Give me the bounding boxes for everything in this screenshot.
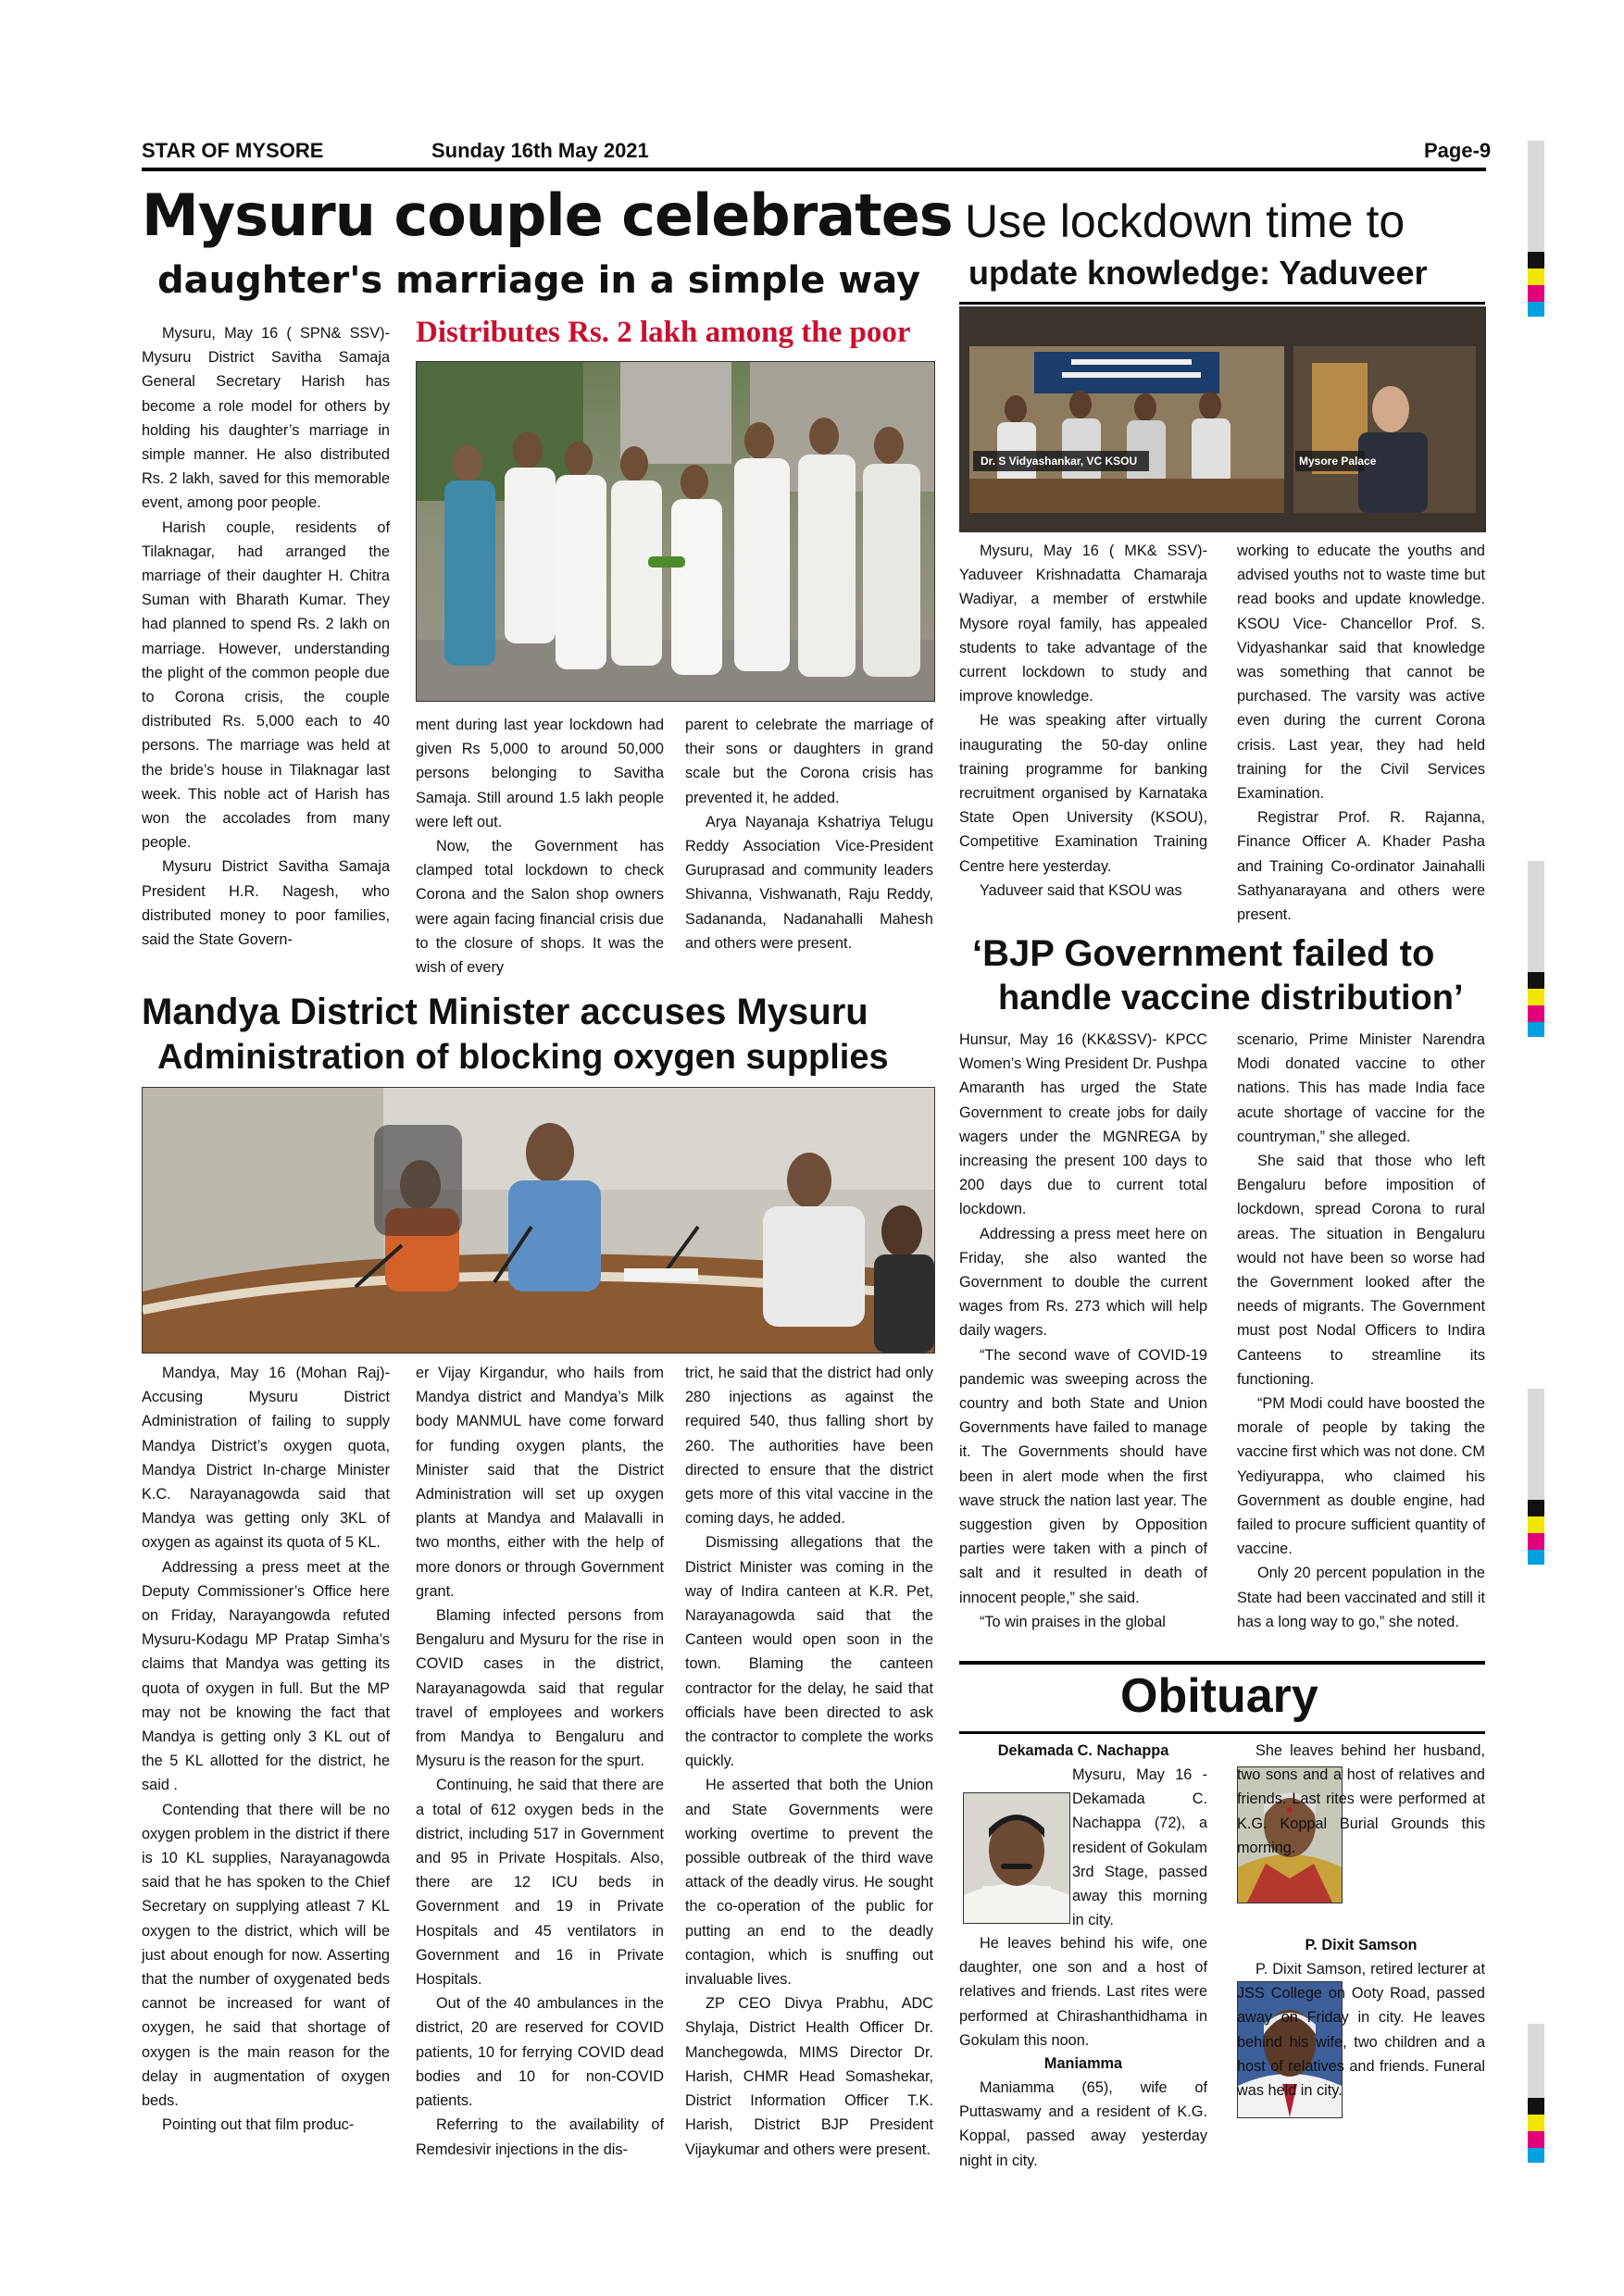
- registration-bar-top: [1528, 141, 1544, 317]
- story3-column-1: Hunsur, May 16 (KK&SSV)- KPCC Women’s Wing President Dr. Pushpa Amaranth has urged the State Government to create jobs for daily wagers under the MGNREGA by increasing the present 100 days to 200 days due to current total lockdown. Addressing a press meet here on Friday, she also wanted the Government to double the current wages from Rs. 273 which will help daily wagers. “The second wave of COVID-19 pandemic was sweeping across the country and both State and Union Governments have failed to manage it. The Governments should have been in alert mode when the first wave struck the nation last year. The suggestion given by Opposition parties were taken with a pinch of salt and it resulted in death of innocent people,” she said. “To win praises in the global: [959, 1031, 1207, 1630]
- obituary-text-samson: P. Dixit Samson, retired lecturer at JSS College on Ooty Road, passed away on Friday in city. He leaves behind his wife, two children and a host of relatives and friends. Funeral was held in city.: [1237, 1961, 1485, 2100]
- story1-kicker: Distributes Rs. 2 lakh among the poor: [416, 316, 911, 349]
- masthead-page-number: Page-9: [1424, 139, 1492, 162]
- story3-column-2: scenario, Prime Minister Narendra Modi donated vaccine to other nations. This has made India face acute shortage of vaccine for the countryman,” she alleged. She said that those who left Bengaluru before imposition of lockdown, spread Corona to rural areas. The situation in Bengaluru would not have been so worse had the Government looked after the needs of migrants. The Government must post Nodal Officers to Indira Canteens to streamline its functioning. “PM Modi could have boosted the morale of people by taking the vaccine first which was not done. CM Yediyurappa, who claimed his Government as double engine, had failed to procure sufficient quantity of vaccine. Only 20 percent population in the State had been vaccinated and still it has a long way to go,” she noted.: [1237, 1031, 1485, 1630]
- story2-subheadline: update knowledge: Yaduveer: [968, 254, 1428, 292]
- story2-top-rule: [959, 302, 1485, 305]
- wedding-group-photo: [416, 361, 935, 702]
- obituary-title-rule: [959, 1731, 1485, 1734]
- story1-headline: Mysuru couple celebrates: [142, 181, 953, 249]
- obituary-text-nachappa-b: He leaves behind his wife, one daughter, one son and a host of relatives and friends. Last rites were performed at Chirashanthidhama in Gokulam this noon.: [959, 1935, 1207, 2049]
- story3-headline: ‘BJP Government failed to: [972, 933, 1435, 974]
- story1-column-2: ment during last year lockdown had given Rs 5,000 to around 50,000 persons belonging to Savitha Samaja. Still around 1.5 lakh people were left out. Now, the Government has clamped total lockdown to check Corona and the Salon shop owners were again facing financial crisis due to the closure of shops. It was the wish of every: [416, 717, 664, 977]
- story1-column-3: parent to celebrate the marriage of their sons or daughters in grand scale but the Corona crisis has prevented it, he added. Arya Nayanaja Kshatriya Telugu Reddy Association Vice-President Guruprasad and community leaders Shivanna, Vishwanath, Raju Reddy, Sadananda, Nadanahalli Mahesh and others were present.: [685, 717, 933, 952]
- obituary-text-nachappa: Mysuru, May 16 - Dekamada C. Nachappa (72), a resident of Gokulam 3rd Stage, passed away this morning in city.: [1072, 1766, 1207, 1929]
- obituary-name-maniamma: Maniamma: [1043, 2055, 1123, 2072]
- obituary-text-maniamma-cont: She leaves behind her husband, two sons and a host of relatives and friends. Last rites were performed at K.G. Koppal Burial Grounds this morning.: [1237, 1742, 1485, 1856]
- registration-bar-middle: [1528, 861, 1544, 1037]
- story3-subheadline: handle vaccine distribution’: [998, 979, 1464, 1017]
- story1-subheadline: daughter's marriage in a simple way: [157, 259, 921, 302]
- obituary-top-rule: [959, 1661, 1485, 1665]
- video-conference-photo: [959, 306, 1486, 532]
- masthead-paper-name: STAR OF MYSORE: [142, 139, 324, 162]
- masthead-rule: [142, 168, 1486, 171]
- photo-caption-palace: Mysore Palace: [1299, 455, 1377, 468]
- story4-column-3: trict, he said that the district had only 280 injections as against the required 540, thus falling short by 260. The authorities have been directed to ensure that the district gets more of this vital vaccine in the coming days, he added. Dismissing allegations that the District Minister was coming in the way of Indira canteen at K.R. Pet, Narayanagowda said that the Canteen would open soon in the town. Blaming the canteen contractor for the delay, he said that officials have been directed to ask the contractor to complete the works quickly. He asserted that both the Union and State Governments were working overtime to prevent the possible outbreak of the third wave attack of the deadly virus. He sought the co-operation of the public for putting an end to the deadly contagion, which is snuffing out invaluable lives. ZP CEO Divya Prabhu, ADC Shylaja, District Health Officer Dr. Manchegowda, MIMS Director Dr. Harish, CHMR Head Somashekar, District Information Officer T.K. Harish, District BJP President Vijaykumar and others were present.: [685, 1365, 933, 2158]
- obituary-text-maniamma: Maniamma (65), wife of Puttaswamy and a resident of K.G. Koppal, passed away yesterday night in city.: [959, 2079, 1207, 2169]
- obituary-name-samson: P. Dixit Samson: [1305, 1937, 1418, 1953]
- story2-column-1: Mysuru, May 16 ( MK& SSV)- Yaduveer Krishnadatta Chamaraja Wadiyar, a member of erstwhile Mysore royal family, has appealed students to take advantage of the current lockdown to study and improve knowledge. He was speaking after virtually inaugurating the 50-day online training programme for banking recruitment organised by Karnataka State Open University (KSOU), Competitive Examination Training Centre here yesterday. Yaduveer said that KSOU was: [959, 543, 1207, 899]
- obituary-title: Obituary: [1120, 1669, 1318, 1723]
- masthead-date: Sunday 16th May 2021: [431, 139, 649, 162]
- photo-caption-vc: Dr. S Vidyashankar, VC KSOU: [981, 455, 1138, 468]
- story4-column-2: er Vijay Kirgandur, who hails from Mandya district and Mandya’s Milk body MANMUL have come forward for funding oxygen plants, the Minister said that the District Administration will set up oxygen plants at Mandya and Malavalli in two months, either with the help of more donors or through Government grant. Blaming infected persons from Bengaluru and Mysuru for the rise in COVID cases in the district, Narayanagowda said that regular travel of employees and workers from Mandya to Bengaluru and Mysuru is the reason for the spurt. Continuing, he said that there are a total of 612 oxygen beds in the district, including 517 in Government and 95 in Private Hospitals. Also, there are 12 ICU beds in Government and 19 in Private Hospitals and 45 ventilators in Government and 16 in Private Hospitals. Out of the 40 ambulances in the district, 20 are reserved for COVID patients, 10 for ferrying COVID dead bodies and 10 for non-COVID patients. Referring to the availability of Remdesivir injections in the dis-: [416, 1365, 664, 2158]
- story2-headline: Use lockdown time to: [965, 195, 1405, 247]
- press-meet-photo: [142, 1087, 935, 1354]
- story4-subheadline: Administration of blocking oxygen supplies: [157, 1038, 889, 1077]
- story2-column-2: working to educate the youths and advised youths not to waste time but read books and update knowledge. KSOU Vice- Chancellor Prof. S. Vidyashankar said that knowledge was something that cannot be purchased. The varsity was active even during the current Corona crisis. Last year, they had held training for the Civil Services Examination. Registrar Prof. R. Rajanna, Finance Officer A. Khader Pasha and Training Co-ordinator Jainahalli Sathyanarayana and others were present.: [1237, 543, 1485, 924]
- obituary-name-nachappa: Dekamada C. Nachappa: [997, 1742, 1169, 1759]
- story1-column-1: Mysuru, May 16 ( SPN& SSV)- Mysuru District Savitha Samaja General Secretary Harish has become a role model for others by holding his daughter’s marriage in simple manner. He also distributed Rs. 2 lakh, saved for this memorable event, among poor people. Harish couple, residents of Tilaknagar, had arranged the marriage of their daughter H. Chitra Suman with Bharath Kumar. They had planned to spend Rs. 2 lakh on marriage. However, understanding the plight of the common people due to Corona crisis, the couple distributed Rs. 5,000 each to 40 persons. The marriage was held at the bride’s house in Tilaknagar last week. This noble act of Harish has won the accolades from many people. Mysuru District Savitha Samaja President H.R. Nagesh, who distributed money to poor families, said the State Govern-: [142, 325, 390, 949]
- registration-bar-bottom: [1528, 2024, 1544, 2163]
- registration-bar-lower: [1528, 1389, 1544, 1565]
- story4-column-1: Mandya, May 16 (Mohan Raj)- Accusing Mysuru District Administration of failing to supply Mandya District’s oxygen quota, Mandya District In-charge Minister K.C. Narayanagowda said that Mandya was getting only 3KL of oxygen as against its quota of 5 KL. Addressing a press meet at the Deputy Commissioner’s Office here on Friday, Narayangowda refuted Mysuru-Kodagu MP Pratap Simha’s claims that Mandya was getting its quota of oxygen in full. But the MP may not be knowing the fact that Mandya is getting only 3 KL out of the 5 KL allotted for the district, he said . Contending that there will be no oxygen problem in the district if there is 10 KL supplies, Narayanagowda said that he has spoken to the Chief Secretary on supplying atleast 7 KL oxygen to the district, which will be just about enough for now. Asserting that the number of oxygenated beds cannot be increased for want of oxygen, he said that shortage of oxygen is the main reason for the delay in augmentation of oxygen beds. Pointing out that film produc-: [142, 1365, 390, 2134]
- story4-headline: Mandya District Minister accuses Mysuru: [142, 992, 868, 1032]
